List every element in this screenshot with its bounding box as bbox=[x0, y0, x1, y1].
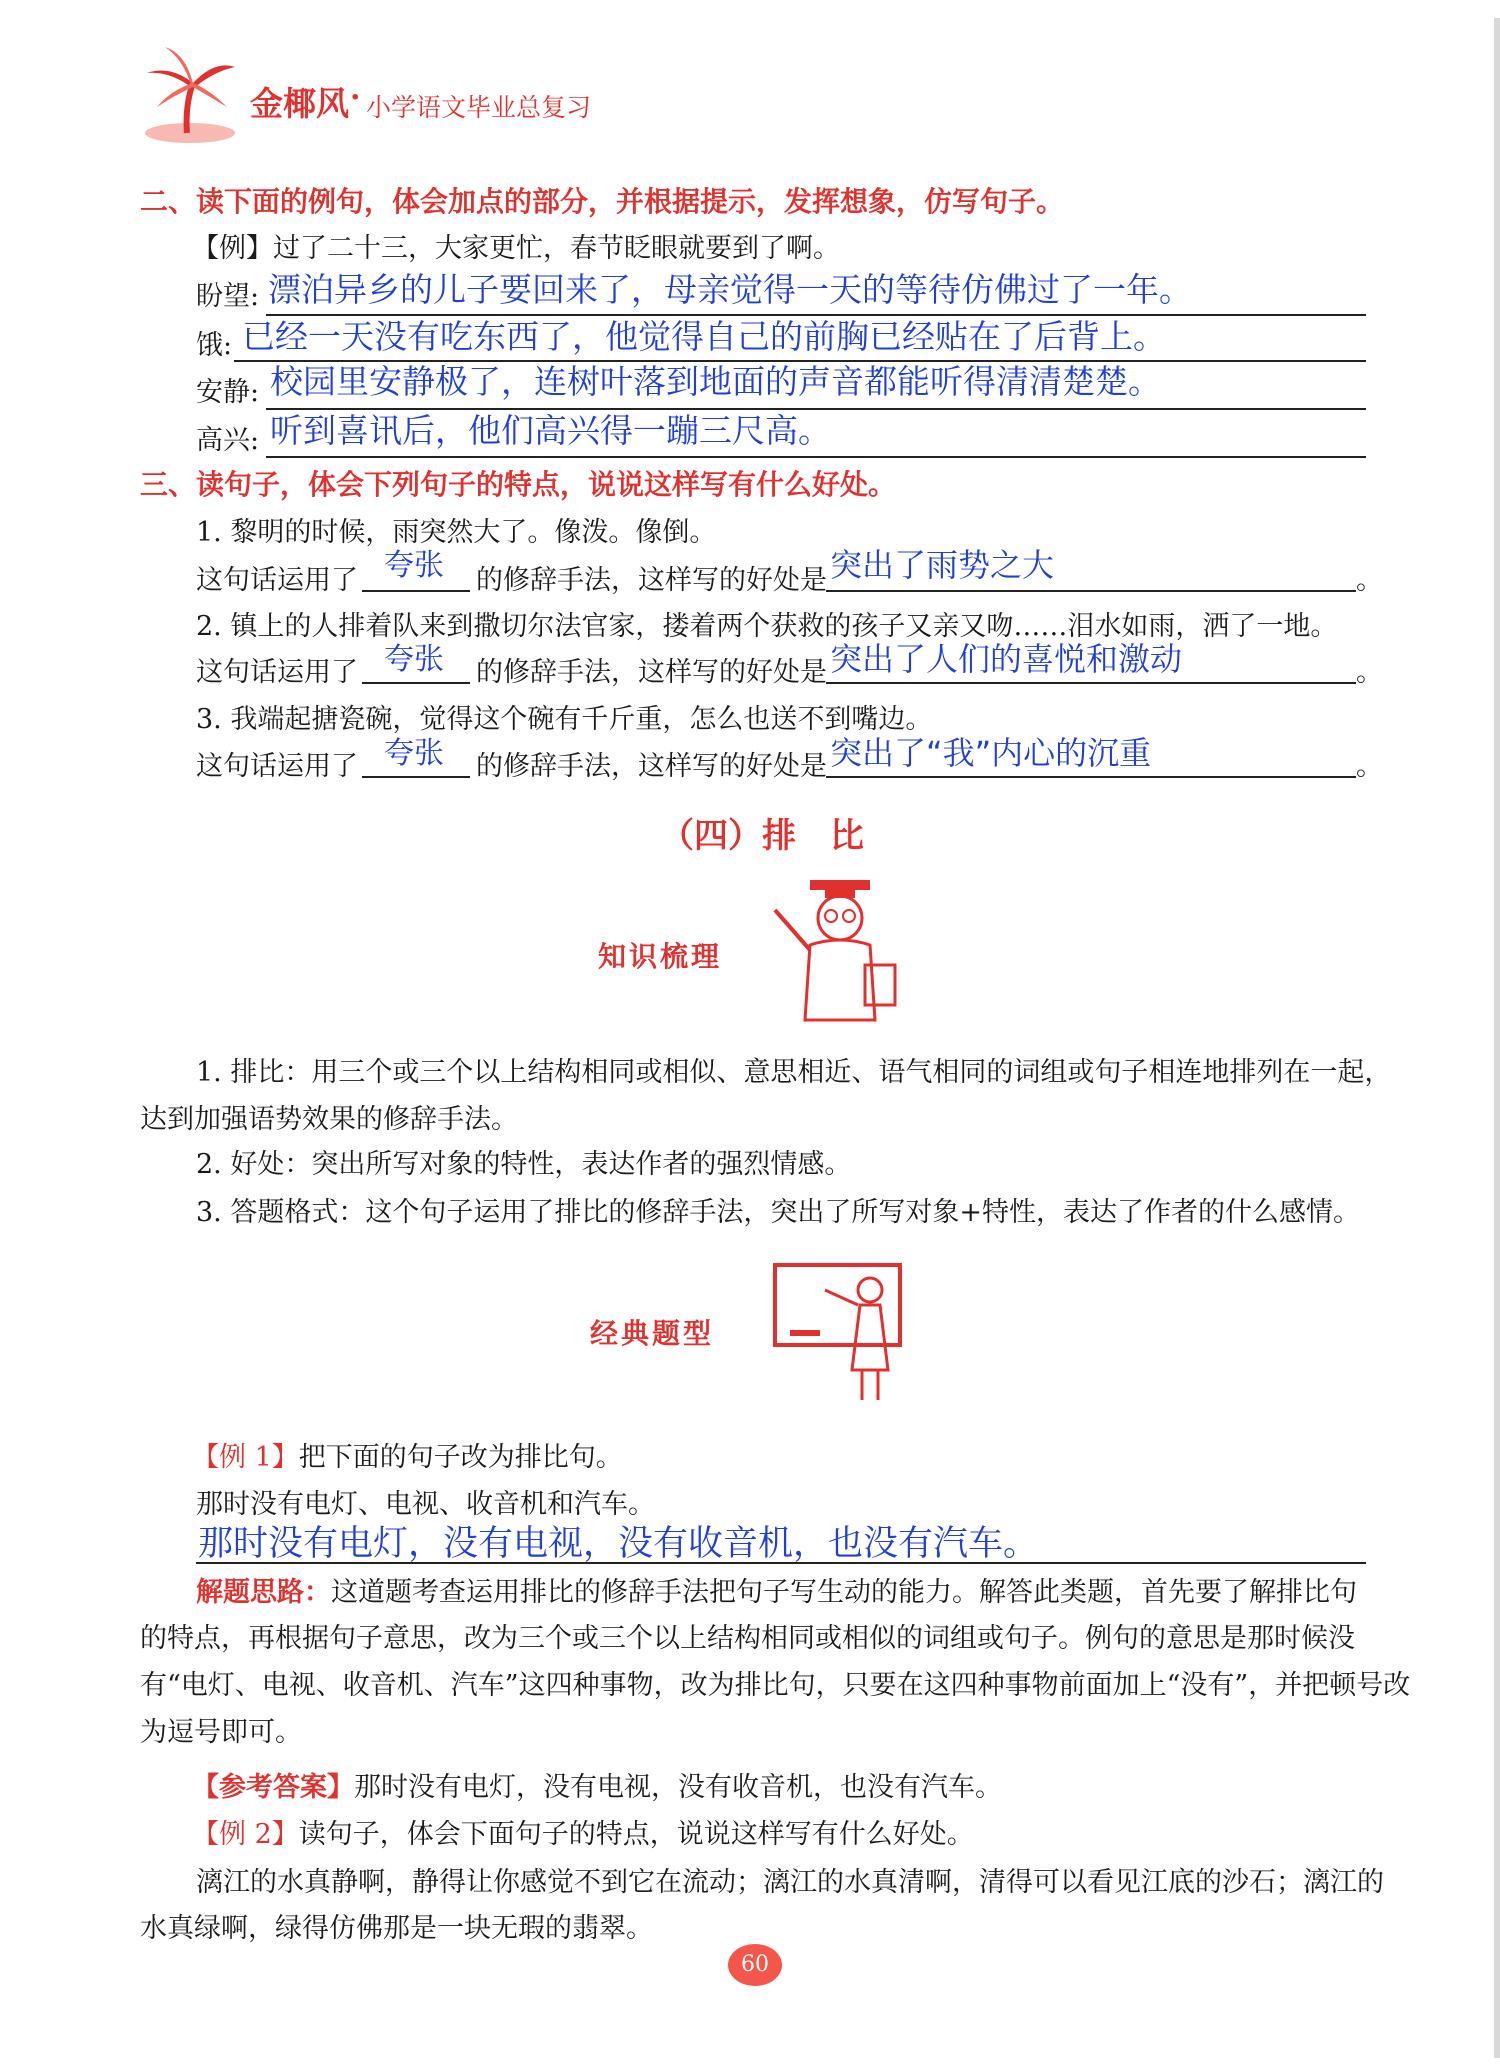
example-label: 【例】 bbox=[192, 233, 273, 264]
blank-line bbox=[826, 776, 1356, 778]
handwritten-device: 夸张 bbox=[384, 736, 444, 771]
example1 bbox=[192, 1435, 623, 1474]
answer-stem-b: 的修辞手法，这样写的好处是 bbox=[476, 565, 827, 596]
page-number: 60 bbox=[741, 1952, 769, 1977]
blank-line bbox=[826, 682, 1356, 684]
palm-tree-logo-icon bbox=[135, 45, 240, 145]
header-subtitle: 小学语文毕业总复习 bbox=[366, 93, 592, 122]
answer-stem-b: 的修辞手法，这样写的好处是 bbox=[476, 751, 827, 782]
example1-text: 把下面的句子改为排比句。 bbox=[298, 1442, 623, 1473]
example2-line: 水真绿啊，绿得仿佛那是一块无瑕的翡翠。 bbox=[140, 1913, 653, 1944]
prompt-label: 饿: bbox=[196, 330, 233, 361]
reference-text: 那时没有电灯，没有电视，没有收音机，也没有汽车。 bbox=[354, 1772, 1002, 1803]
example2-line: 漓江的水真静啊，静得让你感觉不到它在流动；漓江的水真清啊，清得可以看见江底的沙石；漓江的 bbox=[196, 1867, 1384, 1898]
example1-sentence: 那时没有电灯、电视、收音机和汽车。 bbox=[196, 1489, 655, 1520]
answer-stem-b: 的修辞手法，这样写的好处是 bbox=[476, 657, 827, 688]
knowledge-p3: 3. 答题格式：这个句子运用了排比的修辞手法，突出了所写对象+特性，表达了作者的什么感情。 bbox=[196, 1197, 1360, 1228]
knowledge-p1: 1. 排比：用三个或三个以上结构相同或相似、意思相近、语气相同的词组或句子相连地排列在一起， bbox=[196, 1057, 1392, 1088]
example2-text: 读句子，体会下面句子的特点，说说这样写有什么好处。 bbox=[298, 1819, 974, 1850]
handwritten-device: 夸张 bbox=[384, 548, 444, 583]
blank-line bbox=[362, 590, 470, 592]
period: 。 bbox=[1356, 657, 1383, 688]
question-sentence: 2. 镇上的人排着队来到撒切尔法官家，搂着两个获救的孩子又亲又吻……泪水如雨，洒了一地。 bbox=[196, 611, 1338, 642]
answer-line bbox=[266, 456, 1366, 458]
example1-label: 【例 1】 bbox=[192, 1442, 299, 1473]
handwritten-answer: 听到喜讯后，他们高兴得一蹦三尺高。 bbox=[270, 411, 831, 450]
knowledge-p2: 2. 好处：突出所写对象的特性，表达作者的强烈情感。 bbox=[196, 1149, 852, 1180]
analysis-first-line bbox=[196, 1570, 1357, 1616]
period: 。 bbox=[1356, 565, 1383, 596]
chapter-title: （四）排 比 bbox=[660, 816, 864, 856]
handwritten-benefit: 突出了“我”内心的沉重 bbox=[830, 734, 1152, 772]
handwritten-benefit: 突出了雨势之大 bbox=[830, 546, 1055, 584]
knowledge-p1b: 达到加强语势效果的修辞手法。 bbox=[140, 1104, 518, 1135]
teacher-blackboard-illustration-icon bbox=[770, 1260, 910, 1410]
reference-answer bbox=[192, 1765, 1002, 1804]
handwritten-answer: 校园里安静极了，连树叶落到地面的声音都能听得清清楚楚。 bbox=[270, 362, 1161, 401]
analysis-label: 解题思路： bbox=[196, 1577, 331, 1608]
prompt-label: 高兴: bbox=[196, 425, 260, 456]
handwritten-answer: 那时没有电灯，没有电视，没有收音机，也没有汽车。 bbox=[198, 1524, 1039, 1564]
answer-stem-a: 这句话运用了 bbox=[196, 657, 358, 688]
header-dot: · bbox=[350, 80, 361, 115]
brand-title: 金椰风 bbox=[250, 84, 349, 123]
reference-label: 【参考答案】 bbox=[192, 1772, 354, 1803]
analysis-line: 的特点，再根据句子意思，改为三个或三个以上结构相同或相似的词组或句子。例句的意思是那时候没 bbox=[140, 1623, 1355, 1654]
example2-label: 【例 2】 bbox=[192, 1819, 299, 1850]
example2 bbox=[192, 1812, 974, 1851]
handwritten-benefit: 突出了人们的喜悦和激动 bbox=[830, 640, 1183, 678]
professor-illustration-icon bbox=[770, 870, 910, 1030]
handwritten-answer: 已经一天没有吃东西了，他觉得自己的前胸已经贴在了后背上。 bbox=[242, 317, 1166, 356]
blank-line bbox=[362, 682, 470, 684]
example-text: 过了二十三，大家更忙，春节眨眼就要到了啊。 bbox=[273, 233, 840, 264]
period: 。 bbox=[1356, 751, 1383, 782]
section2-example bbox=[192, 226, 840, 265]
analysis-line: 为逗号即可。 bbox=[140, 1717, 302, 1748]
prompt-label: 盼望: bbox=[196, 281, 260, 312]
section3-heading: 三、读句子，体会下列句子的特点，说说这样写有什么好处。 bbox=[140, 468, 897, 501]
question-sentence: 1. 黎明的时候，雨突然大了。像泼。像倒。 bbox=[196, 517, 717, 548]
page-edge-shadow bbox=[1494, 18, 1500, 2058]
answer-stem-a: 这句话运用了 bbox=[196, 565, 358, 596]
analysis-line: 这道题考查运用排比的修辞手法把句子写生动的能力。解答此类题，首先要了解排比句 bbox=[331, 1577, 1357, 1608]
classic-banner: 经典题型 bbox=[590, 1317, 715, 1350]
question-sentence: 3. 我端起搪瓷碗，觉得这个碗有千斤重，怎么也送不到嘴边。 bbox=[196, 704, 933, 735]
prompt-label: 安静: bbox=[196, 377, 260, 408]
blank-line bbox=[362, 776, 470, 778]
handwritten-answer: 漂泊异乡的儿子要回来了，母亲觉得一天的等待仿佛过了一年。 bbox=[268, 270, 1192, 309]
analysis-line: 有“电灯、电视、收音机、汽车”这四种事物，改为排比句，只要在这四种事物前面加上“没有”，并把顿号改 bbox=[140, 1670, 1411, 1701]
blank-line bbox=[826, 590, 1356, 592]
answer-stem-a: 这句话运用了 bbox=[196, 751, 358, 782]
handwritten-device: 夸张 bbox=[384, 642, 444, 677]
knowledge-banner: 知识梳理 bbox=[598, 940, 723, 973]
section2-heading: 二、读下面的例句，体会加点的部分，并根据提示，发挥想象，仿写句子。 bbox=[140, 185, 1065, 218]
